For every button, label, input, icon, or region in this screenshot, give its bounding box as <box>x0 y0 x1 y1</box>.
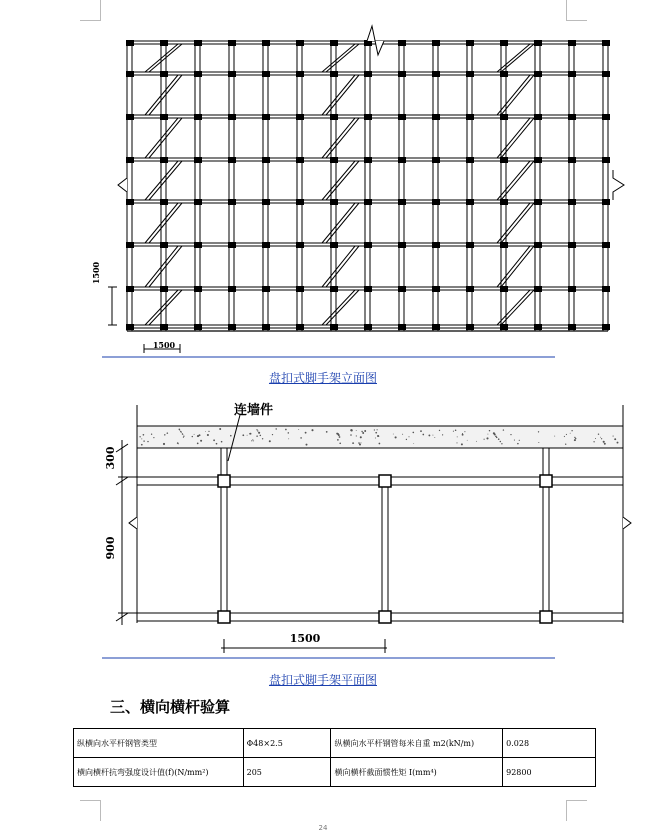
concrete-speckle <box>456 442 457 443</box>
node-marker <box>364 157 372 163</box>
node-marker <box>330 114 338 120</box>
concrete-speckle <box>412 432 414 434</box>
concrete-speckle <box>538 442 539 443</box>
node-marker <box>534 324 542 330</box>
concrete-speckle <box>570 433 571 434</box>
diagonal-brace <box>322 44 355 72</box>
concrete-speckle <box>613 436 614 437</box>
concrete-speckle <box>615 439 616 440</box>
node-marker <box>364 199 372 205</box>
node-marker <box>432 71 440 77</box>
node-marker <box>398 242 406 248</box>
node-marker <box>398 71 406 77</box>
break-mark-top <box>359 26 392 55</box>
concrete-speckle <box>339 443 341 445</box>
concrete-speckle <box>272 434 273 435</box>
concrete-speckle <box>350 434 352 436</box>
node-marker <box>432 324 440 330</box>
standard-node <box>540 475 552 487</box>
concrete-speckle <box>377 429 378 430</box>
concrete-speckle <box>252 439 253 440</box>
concrete-speckle <box>432 435 433 436</box>
node-marker <box>466 71 474 77</box>
concrete-speckle <box>153 437 154 438</box>
node-marker <box>194 242 202 248</box>
node-marker <box>160 199 168 205</box>
elevation-drawing <box>0 0 646 365</box>
concrete-speckle <box>257 430 258 431</box>
concrete-speckle <box>360 436 362 438</box>
concrete-speckle <box>269 440 271 442</box>
concrete-speckle <box>337 439 339 441</box>
standard-node <box>379 475 391 487</box>
concrete-speckle <box>300 437 302 439</box>
node-marker <box>364 324 372 330</box>
crop-mark-bottom-left <box>80 800 101 821</box>
concrete-speckle <box>393 434 394 435</box>
node-marker <box>228 71 236 77</box>
concrete-speckle <box>143 440 144 441</box>
concrete-wall <box>137 426 623 448</box>
node-marker <box>534 40 542 46</box>
node-marker <box>262 114 270 120</box>
node-marker <box>296 199 304 205</box>
node-marker <box>262 71 270 77</box>
concrete-speckle <box>358 442 360 444</box>
node-marker <box>126 324 134 330</box>
diagonal-brace <box>322 161 355 200</box>
diagonal-brace <box>322 203 355 243</box>
concrete-speckle <box>141 444 143 446</box>
node-marker <box>296 242 304 248</box>
node-marker <box>398 286 406 292</box>
concrete-speckle <box>311 429 313 431</box>
concrete-speckle <box>489 430 490 431</box>
page-number: 24 <box>318 824 328 832</box>
node-marker <box>330 199 338 205</box>
concrete-speckle <box>139 436 140 437</box>
concrete-speckle <box>598 433 599 434</box>
node-marker <box>534 242 542 248</box>
concrete-speckle <box>501 443 502 444</box>
node-marker <box>296 71 304 77</box>
node-marker <box>602 242 610 248</box>
node-marker <box>466 157 474 163</box>
concrete-speckle <box>476 441 477 442</box>
diagonal-brace <box>497 246 530 287</box>
node-marker <box>432 286 440 292</box>
node-marker <box>398 324 406 330</box>
node-marker <box>262 40 270 46</box>
concrete-speckle <box>356 435 357 436</box>
concrete-speckle <box>604 443 606 445</box>
plan-dim-1500-label: 1500 <box>289 632 321 645</box>
concrete-speckle <box>442 434 443 435</box>
concrete-speckle <box>199 434 201 436</box>
concrete-speckle <box>601 438 602 439</box>
node-marker <box>602 324 610 330</box>
concrete-speckle <box>457 436 458 437</box>
concrete-speckle <box>230 435 232 437</box>
node-marker <box>228 324 236 330</box>
node-marker <box>194 286 202 292</box>
concrete-speckle <box>178 443 179 444</box>
break-mark-left <box>118 170 127 200</box>
standard-node <box>379 611 391 623</box>
concrete-speckle <box>496 437 498 439</box>
node-marker <box>262 324 270 330</box>
concrete-speckle <box>305 432 307 434</box>
node-marker <box>398 199 406 205</box>
node-marker <box>602 71 610 77</box>
diagonal-brace <box>497 75 530 115</box>
node-marker <box>194 324 202 330</box>
node-marker <box>466 286 474 292</box>
concrete-speckle <box>306 444 308 446</box>
concrete-speckle <box>352 442 354 444</box>
node-marker <box>602 114 610 120</box>
concrete-speckle <box>420 430 422 432</box>
node-marker <box>160 286 168 292</box>
concrete-speckle <box>575 438 576 439</box>
concrete-speckle <box>486 437 488 439</box>
concrete-speckle <box>350 429 352 431</box>
concrete-speckle <box>375 438 376 439</box>
node-marker <box>602 199 610 205</box>
node-marker <box>568 324 576 330</box>
node-marker <box>126 242 134 248</box>
diagonal-brace <box>497 203 530 243</box>
concrete-speckle <box>208 431 209 432</box>
concrete-speckle <box>428 434 430 436</box>
node-marker <box>364 286 372 292</box>
concrete-speckle <box>253 440 254 441</box>
params-table <box>73 728 596 787</box>
concrete-speckle <box>514 440 515 441</box>
concrete-speckle <box>494 433 496 435</box>
concrete-speckle <box>298 429 299 430</box>
param-label: 横向横杆抗弯强度设计值(f)(N/mm²) <box>74 758 244 787</box>
node-marker <box>126 157 134 163</box>
diagonal-brace <box>322 75 355 115</box>
node-marker <box>194 114 202 120</box>
diagonal-brace <box>497 118 530 158</box>
concrete-speckle <box>519 440 520 441</box>
node-marker <box>330 40 338 46</box>
node-marker <box>568 114 576 120</box>
plan-dim-900-label: 900 <box>104 536 117 560</box>
node-marker <box>126 286 134 292</box>
node-marker <box>126 114 134 120</box>
node-marker <box>228 157 236 163</box>
node-marker <box>194 199 202 205</box>
concrete-speckle <box>163 443 165 445</box>
concrete-speckle <box>207 434 209 436</box>
concrete-speckle <box>359 443 361 445</box>
break-mark-left <box>129 510 137 536</box>
param-value: 205 <box>243 758 331 787</box>
node-marker <box>500 40 508 46</box>
param-label: 横向横杆截面惯性矩 I(mm⁴) <box>331 758 503 787</box>
concrete-speckle <box>595 438 596 439</box>
node-marker <box>602 286 610 292</box>
concrete-speckle <box>356 430 357 431</box>
node-marker <box>534 71 542 77</box>
standard-node <box>218 475 230 487</box>
concrete-speckle <box>500 441 502 443</box>
node-marker <box>194 157 202 163</box>
concrete-speckle <box>141 438 142 439</box>
node-marker <box>432 157 440 163</box>
concrete-speckle <box>375 432 377 434</box>
concrete-speckle <box>219 428 221 430</box>
concrete-speckle <box>565 444 566 445</box>
concrete-speckle <box>464 431 465 432</box>
concrete-speckle <box>538 431 539 432</box>
concrete-speckle <box>339 436 341 438</box>
concrete-speckle <box>197 443 199 445</box>
node-marker <box>432 114 440 120</box>
concrete-speckle <box>408 436 409 437</box>
node-marker <box>262 157 270 163</box>
concrete-speckle <box>453 431 454 432</box>
concrete-speckle <box>285 429 287 431</box>
concrete-speckle <box>143 434 145 436</box>
diagonal-brace <box>322 118 355 158</box>
node-marker <box>466 199 474 205</box>
plan-drawing <box>0 395 646 665</box>
node-marker <box>466 40 474 46</box>
node-marker <box>194 71 202 77</box>
concrete-speckle <box>378 435 380 437</box>
concrete-speckle <box>205 431 206 432</box>
node-marker <box>602 40 610 46</box>
node-marker <box>568 40 576 46</box>
crop-mark-bottom-right <box>566 800 587 821</box>
node-marker <box>432 199 440 205</box>
node-marker <box>160 242 168 248</box>
elevation-caption: 盘扣式脚手架立面图 <box>268 371 377 385</box>
concrete-speckle <box>510 434 511 435</box>
node-marker <box>466 242 474 248</box>
standard-node <box>540 611 552 623</box>
concrete-speckle <box>406 439 407 440</box>
concrete-speckle <box>603 441 605 443</box>
node-marker <box>228 40 236 46</box>
concrete-speckle <box>216 443 218 445</box>
node-marker <box>330 71 338 77</box>
concrete-speckle <box>484 439 485 440</box>
node-marker <box>330 242 338 248</box>
node-marker <box>568 199 576 205</box>
node-marker <box>568 242 576 248</box>
concrete-speckle <box>617 442 619 444</box>
concrete-speckle <box>593 441 594 442</box>
concrete-speckle <box>498 438 500 440</box>
node-marker <box>534 114 542 120</box>
concrete-speckle <box>183 437 184 438</box>
concrete-speckle <box>413 443 414 444</box>
node-marker <box>194 40 202 46</box>
concrete-speckle <box>262 438 263 439</box>
concrete-speckle <box>467 440 468 441</box>
node-marker <box>398 114 406 120</box>
concrete-speckle <box>326 431 328 433</box>
table-row <box>74 729 596 758</box>
diagonal-brace <box>322 246 355 287</box>
node-marker <box>364 71 372 77</box>
concrete-speckle <box>182 434 183 435</box>
node-marker <box>330 324 338 330</box>
node-marker <box>330 286 338 292</box>
concrete-speckle <box>338 434 340 436</box>
concrete-speckle <box>361 431 362 432</box>
concrete-speckle <box>181 432 182 433</box>
concrete-speckle <box>361 442 362 443</box>
concrete-speckle <box>503 429 504 430</box>
diagonal-brace <box>322 290 355 325</box>
node-marker <box>160 157 168 163</box>
param-value: Φ48×2.5 <box>243 729 331 758</box>
node-marker <box>432 242 440 248</box>
plan-caption: 盘扣式脚手架平面图 <box>268 673 377 687</box>
concrete-speckle <box>517 443 519 445</box>
plan-dim-300-label: 300 <box>104 446 117 470</box>
concrete-speckle <box>374 429 375 430</box>
node-marker <box>602 157 610 163</box>
diagonal-brace <box>497 44 530 72</box>
node-marker <box>296 157 304 163</box>
concrete-speckle <box>256 435 258 437</box>
concrete-speckle <box>571 430 572 431</box>
concrete-speckle <box>213 439 215 441</box>
concrete-speckle <box>249 433 250 434</box>
node-marker <box>228 242 236 248</box>
concrete-speckle <box>487 434 488 435</box>
concrete-speckle <box>242 434 244 436</box>
concrete-speckle <box>200 440 202 442</box>
concrete-speckle <box>439 430 440 431</box>
concrete-speckle <box>221 441 223 443</box>
concrete-speckle <box>192 436 193 437</box>
concrete-speckle <box>395 436 397 438</box>
concrete-speckle <box>251 440 252 441</box>
concrete-speckle <box>288 438 289 439</box>
node-marker <box>330 157 338 163</box>
concrete-speckle <box>402 434 403 435</box>
concrete-speckle <box>422 434 424 436</box>
node-marker <box>296 114 304 120</box>
standard-node <box>218 611 230 623</box>
concrete-speckle <box>275 428 276 429</box>
elevation-dim-horizontal-label: 1500 <box>152 340 176 350</box>
node-marker <box>466 114 474 120</box>
node-marker <box>364 242 372 248</box>
concrete-speckle <box>179 430 180 431</box>
concrete-speckle <box>379 443 381 445</box>
wall-tie-label: 连墙件 <box>234 403 274 418</box>
concrete-speckle <box>194 434 195 435</box>
node-marker <box>466 324 474 330</box>
concrete-speckle <box>260 435 262 437</box>
concrete-speckle <box>183 436 184 437</box>
node-marker <box>398 40 406 46</box>
node-marker <box>568 286 576 292</box>
node-marker <box>126 71 134 77</box>
param-value: 0.028 <box>503 729 596 758</box>
concrete-speckle <box>455 429 457 431</box>
node-marker <box>534 286 542 292</box>
node-marker <box>160 40 168 46</box>
break-mark-right <box>623 510 631 536</box>
concrete-speckle <box>462 434 464 436</box>
section-heading: 三、横向横杆验算 <box>110 698 231 716</box>
node-marker <box>228 199 236 205</box>
node-marker <box>228 286 236 292</box>
table-row <box>74 758 596 787</box>
param-label: 纵横向水平杆钢管每米自重 m2(kN/m) <box>331 729 503 758</box>
node-marker <box>160 71 168 77</box>
concrete-speckle <box>151 434 152 435</box>
node-marker <box>296 40 304 46</box>
concrete-speckle <box>574 439 576 441</box>
node-marker <box>296 324 304 330</box>
concrete-speckle <box>364 430 366 432</box>
node-marker <box>364 114 372 120</box>
concrete-speckle <box>554 436 555 437</box>
node-marker <box>296 286 304 292</box>
node-marker <box>126 40 134 46</box>
concrete-speckle <box>258 432 260 434</box>
node-marker <box>262 286 270 292</box>
break-mark-right <box>613 170 624 200</box>
concrete-speckle <box>247 435 248 436</box>
diagonal-brace <box>497 161 530 200</box>
node-marker <box>160 324 168 330</box>
concrete-speckle <box>147 441 148 442</box>
node-marker <box>228 114 236 120</box>
node-marker <box>398 157 406 163</box>
concrete-speckle <box>461 443 463 445</box>
concrete-speckle <box>600 437 601 438</box>
param-label: 纵横向水平杆钢管类型 <box>74 729 244 758</box>
concrete-speckle <box>167 432 169 434</box>
node-marker <box>432 40 440 46</box>
node-marker <box>534 157 542 163</box>
node-marker <box>568 71 576 77</box>
node-marker <box>262 242 270 248</box>
node-marker <box>568 157 576 163</box>
concrete-speckle <box>564 436 565 437</box>
concrete-speckle <box>574 437 575 438</box>
node-marker <box>262 199 270 205</box>
param-value: 92800 <box>503 758 596 787</box>
node-marker <box>160 114 168 120</box>
elevation-dim-vertical-label: 1500 <box>91 261 101 285</box>
concrete-speckle <box>434 437 435 438</box>
concrete-speckle <box>362 432 364 434</box>
diagonal-brace <box>497 290 530 325</box>
concrete-speckle <box>164 434 165 435</box>
concrete-speckle <box>288 432 290 434</box>
concrete-speckle <box>256 429 257 430</box>
concrete-speckle <box>566 434 567 435</box>
node-marker <box>534 199 542 205</box>
